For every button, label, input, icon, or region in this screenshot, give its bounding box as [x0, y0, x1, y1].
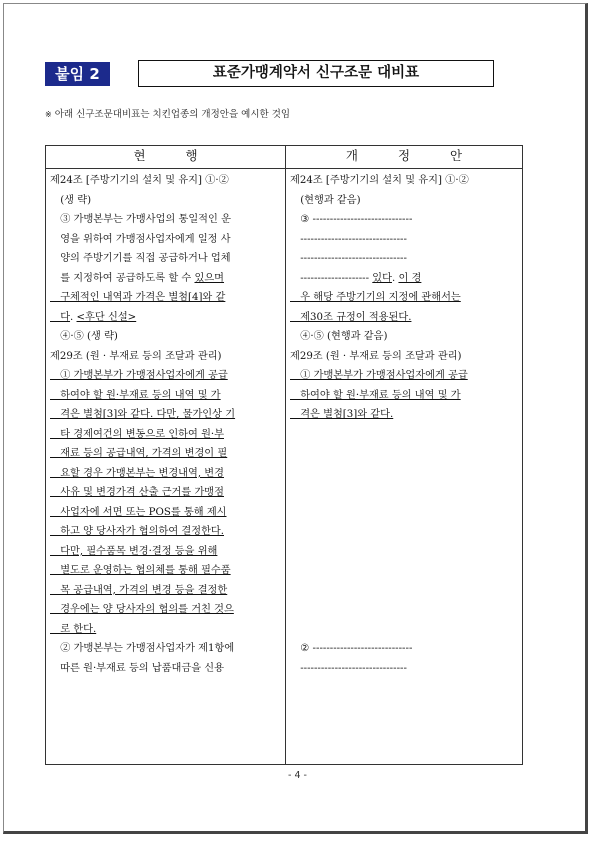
text-line — [290, 210, 518, 230]
text-segment: ① 가맹본부가 가맹점사업자에게 공급 — [50, 370, 228, 381]
table-row — [46, 169, 523, 765]
text-segment: ③ 가맹본부는 가맹사업의 통일적인 운 — [50, 214, 231, 225]
text-line — [290, 230, 518, 250]
text-segment: ③ ----------------------------- — [290, 214, 413, 225]
note-mark-icon: ※ — [45, 110, 52, 119]
text-segment: . — [391, 272, 399, 284]
text-segment: 격은 별첨[3]와 같다. 다만, 물가인상 기 — [50, 409, 236, 420]
attachment-badge: 붙임 2 — [45, 62, 110, 86]
text-line — [290, 561, 518, 581]
text-segment: 우 해당 주방기기의 지정에 관해서는 — [290, 292, 461, 303]
page-number: - 4 - — [288, 770, 307, 781]
text-line — [50, 620, 281, 640]
text-line — [290, 191, 518, 211]
text-segment: 다 — [50, 311, 71, 323]
text-line — [290, 542, 518, 562]
text-line — [290, 269, 518, 289]
text-segment: 요할 경우 가맹본부는 변경내역, 변경 — [50, 467, 224, 479]
text-segment: 양의 주방기기를 직접 공급하거나 업체 — [50, 253, 231, 264]
text-segment: 타 경제여건의 변동으로 인하여 원·부 — [50, 428, 224, 440]
text-line — [290, 347, 518, 367]
text-line — [50, 171, 281, 191]
text-segment: 제29조 (원 · 부재료 등의 조달과 관리) — [50, 350, 222, 362]
text-segment: ------------------------------- — [290, 233, 407, 245]
text-segment: 이 경 — [398, 272, 422, 284]
text-segment: 제24조 [주방기기의 설치 및 유지] ①·② — [50, 175, 229, 186]
text-line — [290, 503, 518, 523]
header-current: 현 행 — [46, 146, 286, 169]
text-segment: . — [70, 311, 77, 323]
text-line — [50, 444, 281, 464]
text-segment: 목 공급내역, 가격의 변경 등을 결정한 — [50, 584, 228, 596]
text-segment: -------------------- — [290, 272, 373, 284]
text-segment: (생 략) — [50, 194, 92, 206]
comparison-table — [45, 145, 523, 765]
text-line — [290, 366, 518, 386]
text-line — [290, 522, 518, 542]
text-line — [290, 483, 518, 503]
text-segment: 제24조 [주방기기의 설치 및 유지] ①·② — [290, 175, 469, 186]
text-line — [50, 191, 281, 211]
text-segment: 있으며 — [194, 272, 225, 284]
text-segment: 를 지정하여 공급하도록 할 수 — [50, 272, 195, 284]
text-segment: 있다 — [372, 272, 392, 284]
text-line — [50, 366, 281, 386]
text-segment: 제29조 (원 · 부재료 등의 조달과 관리) — [290, 350, 462, 362]
text-line — [290, 327, 518, 347]
text-line — [290, 639, 518, 659]
text-line — [290, 659, 518, 679]
text-line — [50, 639, 281, 659]
text-segment: 하여야 할 원·부재료 등의 내역 및 가 — [290, 389, 461, 401]
text-segment: 사유 및 변경가격 산출 근거를 가맹점 — [50, 487, 224, 498]
text-line — [50, 659, 281, 679]
text-line — [50, 503, 281, 523]
text-line — [290, 288, 518, 308]
text-segment: 사업자에 서면 또는 POS를 통해 제시 — [50, 506, 227, 518]
text-line — [290, 600, 518, 620]
text-line — [50, 522, 281, 542]
revised-text-cell — [286, 169, 523, 765]
text-line — [50, 542, 281, 562]
text-line — [290, 308, 518, 328]
header-revised: 개 정 안 — [286, 146, 523, 169]
text-segment: 따른 원·부재료 등의 납품대금을 신용 — [50, 662, 224, 674]
text-line — [50, 327, 281, 347]
text-segment: 하고 양 당사자가 협의하여 결정한다. — [50, 526, 224, 537]
text-segment: 재료 등의 공급내역, 가격의 변경이 필 — [50, 448, 228, 459]
text-segment: 하여야 할 원·부재료 등의 내역 및 가 — [50, 389, 221, 401]
text-line — [50, 464, 281, 484]
text-segment: ② ----------------------------- — [290, 643, 413, 654]
text-line — [290, 249, 518, 269]
current-text-cell — [46, 169, 286, 765]
text-segment: 영을 위하여 가맹점사업자에게 일정 사 — [50, 233, 231, 245]
text-segment: 격은 별첨[3]와 같다. — [290, 409, 394, 420]
text-line — [50, 269, 281, 289]
text-line — [290, 171, 518, 191]
note — [45, 106, 290, 120]
text-line — [290, 425, 518, 445]
text-segment: ④·⑤ (현행과 같음) — [290, 331, 388, 342]
text-segment: 로 한다. — [50, 623, 97, 635]
text-line — [50, 581, 281, 601]
text-line — [290, 386, 518, 406]
text-segment: ② 가맹본부는 가맹점사업자가 제1항에 — [50, 643, 235, 654]
text-line — [50, 347, 281, 367]
text-segment: 구체적인 내역과 가격은 별첨[4]와 같 — [50, 292, 226, 303]
text-line — [50, 483, 281, 503]
text-line — [50, 386, 281, 406]
text-line — [50, 288, 281, 308]
text-line — [290, 620, 518, 640]
text-segment: 제30조 규정이 적용된다. — [290, 311, 412, 323]
text-segment: 별도로 운영하는 협의체를 통해 필수품 — [50, 565, 231, 576]
text-segment: ④·⑤ (생 략) — [50, 331, 118, 342]
text-line — [290, 405, 518, 425]
note-text: 아래 신구조문대비표는 치킨업종의 개정안을 예시한 것임 — [54, 109, 291, 120]
text-segment: ① 가맹본부가 가맹점사업자에게 공급 — [290, 370, 468, 381]
text-segment: 다만, 필수품목 변경·결정 등을 위해 — [50, 545, 218, 557]
text-line — [290, 581, 518, 601]
text-segment: (현행과 같음) — [290, 194, 361, 206]
text-segment: ------------------------------- — [290, 253, 407, 264]
text-line — [290, 444, 518, 464]
text-line — [50, 210, 281, 230]
text-segment: ------------------------------- — [290, 662, 407, 674]
text-segment: 경우에는 양 당사자의 협의를 거친 것으 — [50, 604, 234, 615]
text-line — [50, 405, 281, 425]
text-segment: <후단 신설> — [76, 311, 137, 323]
text-line — [50, 308, 281, 328]
text-line — [50, 425, 281, 445]
text-line — [50, 600, 281, 620]
text-line — [290, 464, 518, 484]
text-line — [50, 561, 281, 581]
table-header-row — [46, 146, 523, 169]
text-line — [50, 249, 281, 269]
document-title: 표준가맹계약서 신구조문 대비표 — [138, 60, 494, 87]
text-line — [50, 230, 281, 250]
